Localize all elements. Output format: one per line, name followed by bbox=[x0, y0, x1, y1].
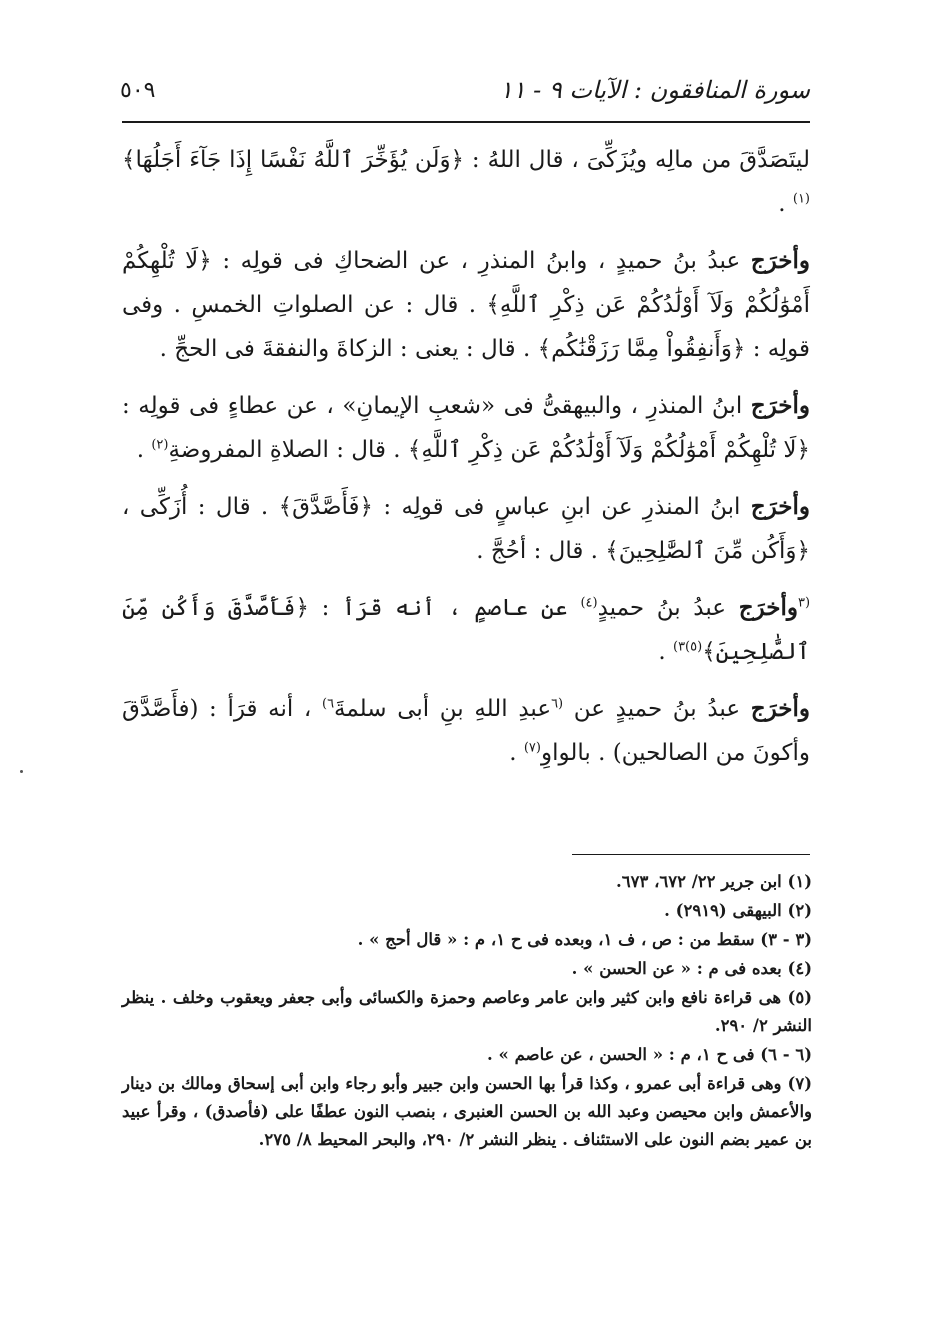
footnote-marker: (٥)٣) bbox=[672, 639, 703, 655]
main-text bbox=[122, 138, 810, 788]
footnotes bbox=[122, 868, 812, 1155]
footnote-marker: ٦) bbox=[321, 696, 335, 712]
footnote: (٤) بعده فى م : « عن الحسن » . bbox=[571, 959, 812, 978]
footnote: (٥) هى قراءة نافع وابن كثير وابن عامر وعاصم وحمزة والكسائى وأبى جعفر ويعقوب وخلف . ينظر النشر ٢/ ٢٩٠. bbox=[122, 988, 812, 1035]
footnote: (٧) وهى قراءة أبى عمرو ، وكذا قرأ بها الحسن وابن جبير وأبو رجاء وابن أبى إسحاق ومالك بن دينار والأعمش وابن محيصن وعبد الله بن الحسن العنبرى ، بنصب النون عطفًا على (فأصدق) ، وقرأ عبيد بن عمير بضم النون على الاستئناف . ينظر النشر ٢/ ٢٩٠، والبحر المحيط ٨/ ٢٧٥. bbox=[122, 1074, 812, 1149]
footnote: (٣ - ٣) سقط من : ص ، ف ١، وبعده فى ح ١، م : « قال أحج » . bbox=[357, 930, 812, 949]
header-rule bbox=[122, 121, 810, 123]
paragraph: وأخرَج عبدُ بنُ حميدٍ ، وابنُ المنذرِ ، عن الضحاكِ فى قولِه : ﴿لَا تُلْهِكُمْ أَمْوَٰلُكُمْ وَلَآ أَوْلَٰدُكُمْ عَن ذِكْرِ ٱللَّهِ﴾ . قال : عن الصلواتِ الخمسِ . وفى قولِه : ﴿وَأَنفِقُواْ مِمَّا رَزَقْنَٰكُم﴾ . قال : يعنى : الزكاةَ والنفقةَ فى الحجِّ . bbox=[122, 247, 810, 362]
paragraph: وأخرَج عبدُ بنُ حميدٍ عن $^{(٦}$عبدِ اللهِ بنِ أبى سلمةَ$^{٦)}$ ، أنه قرَأ : (فأَصَّدَّقَ وأكونَ من الصالحين) . بالواوِ$^{(٧)}$ . bbox=[122, 695, 810, 766]
paragraph: وأخرَج ابنُ المنذرِ ، والبيهقىُّ فى «شعبِ الإيمانِ» ، عن عطاءٍ فى قولِه : ﴿لَا تُلْهِكُمْ أَمْوَٰلُكُمْ وَلَآ أَوْلَٰدُكُمْ عَن ذِكْرِ ٱللَّهِ﴾ . قال : الصلاةِ المفروضةِ$^{(٢)}$ . bbox=[122, 392, 810, 463]
paragraph: ليتَصَدَّقَ من مالِه ويُزَكِّىَ ، قال اللهُ : ﴿وَلَن يُؤَخِّرَ ٱللَّهُ نَفْسًا إِذَا جَآءَ أَجَلُهَا﴾$^{(١)}$ . bbox=[122, 147, 810, 217]
footnote: (١) ابن جرير ٢٢/ ٦٧٢، ٦٧٣. bbox=[616, 872, 812, 891]
paragraph-lead: وأخرَج bbox=[750, 392, 810, 419]
footnote-marker: (٢) bbox=[151, 437, 169, 453]
footnote-rule bbox=[572, 854, 810, 855]
paragraph-lead: وأخرَج bbox=[750, 493, 810, 520]
paragraph-lead: وأخرَج bbox=[750, 247, 810, 274]
footnote-marker: (٧) bbox=[523, 740, 541, 756]
page-number: ٥٠٩ bbox=[120, 78, 156, 103]
scan-speck bbox=[20, 770, 23, 773]
paragraph-lead: وأخرَج bbox=[750, 695, 810, 722]
paragraph-lead: وأخرَج bbox=[738, 594, 798, 621]
footnote-marker: (١) bbox=[792, 191, 810, 207]
footnote: (٦ - ٦) فى ح ١، م : « الحسن ، عن عاصم » . bbox=[487, 1045, 812, 1064]
running-title: سورة المنافقون : الآيات ٩ - ١١ bbox=[499, 76, 810, 104]
paragraph: وأخرَج ابنُ المنذرِ عن ابنِ عباسٍ فى قولِه : ﴿فَأَصَّدَّقَ﴾ . قال : أُزَكِّى ، ﴿وَأَكُن مِّنَ ٱلصَّٰلِحِينَ﴾ . قال : أحُجَّ . bbox=[122, 493, 810, 564]
footnote-marker: (٦ bbox=[551, 696, 564, 712]
footnote-marker: (٤) bbox=[580, 595, 598, 611]
footnote: (٢) البيهقى (٢٩١٩) . bbox=[664, 901, 812, 920]
page-header bbox=[120, 70, 810, 116]
paragraph: $^{(٣}$وأخرَج عبدُ بنُ حميدٍ$^{(٤)}$ عن عاصمٍ ، أنه قرَأ : ﴿فَأَصَّدَّقَ وَأَكُن مِّنَ ٱلصَّٰلِحِينَ﴾$^{(٥)٣)}$ . bbox=[122, 594, 811, 665]
footnote-marker: (٣ bbox=[797, 595, 811, 611]
